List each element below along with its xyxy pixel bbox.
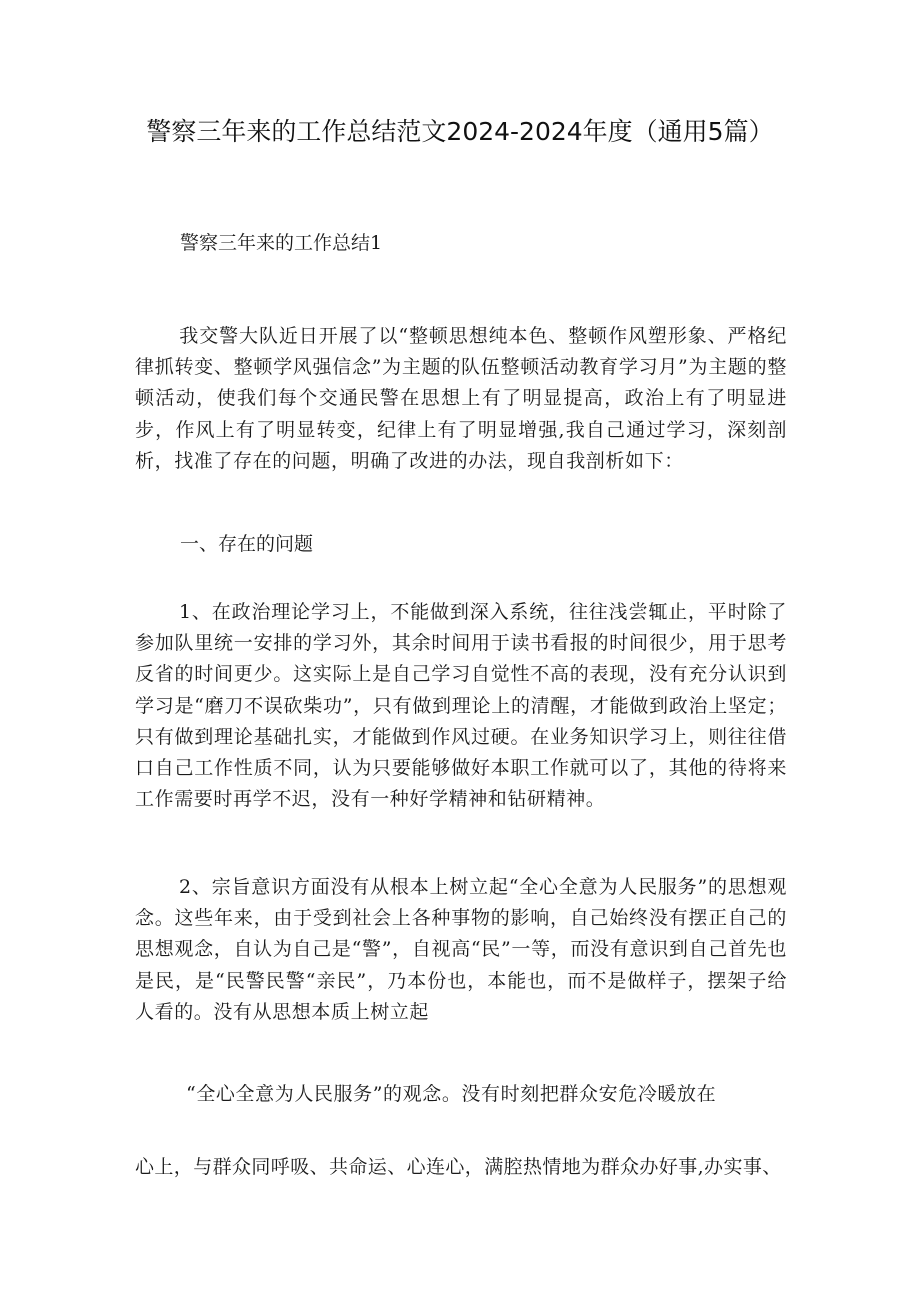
intro-paragraph bbox=[135, 321, 787, 477]
list-item-text: 2、宗旨意识方面没有从根本上树立起“全心全意为人民服务”的思想观念。这些年来，由于受到社会上各种事物的影响，自己始终没有摆正自己的思想观念，自认为自己是“警”，自视高“民”一等，而没有意识到自己首先也是民，是“民警民警“亲民”，乃本份也，本能也，而不是做样子，摆架子给人看的。没有从思想本质上树立起 bbox=[135, 876, 787, 1023]
section-heading: 一、存在的问题 bbox=[180, 533, 314, 555]
intro-paragraph-text: 我交警大队近日开展了以“整顿思想纯本色、整顿作风塑形象、严格纪律抓转变、整顿学风强信念”为主题的队伍整顿活动教育学习月”为主题的整顿活动，使我们每个交通民警在思想上有了明显提高，政治上有了明显进步，作风上有了明显转变，纪律上有了明显增强,我自己通过学习，深刻剖析，找准了存在的问题，明确了改进的办法，现自我剖析如下： bbox=[135, 325, 787, 472]
list-item bbox=[135, 872, 787, 1028]
continuation-line: “全心全意为人民服务”的观念。没有时刻把群众安危冷暖放在 bbox=[186, 1083, 717, 1105]
section-subtitle: 警察三年来的工作总结1 bbox=[180, 232, 383, 254]
continuation-line: 心上，与群众同呼吸、共命运、心连心，满腔热情地为群众办好事,办实事、 bbox=[135, 1156, 782, 1178]
list-item bbox=[135, 597, 787, 815]
list-item-text: 1、在政治理论学习上，不能做到深入系统，往往浅尝辄止，平时除了参加队里统一安排的学习外，其余时间用于读书看报的时间很少，用于思考反省的时间更少。这实际上是自己学习自觉性不高的表现，没有充分认识到学习是“磨刀不误砍柴功”，只有做到理论上的清醒，才能做到政治上坚定；只有做到理论基础扎实，才能做到作风过硬。在业务知识学习上，则往往借口自己工作性质不同，认为只要能够做好本职工作就可以了，其他的待将来工作需要时再学不迟，没有一种好学精神和钻研精神。 bbox=[135, 601, 787, 811]
document-title: 警察三年来的工作总结范文2024-2024年度（通用5篇） bbox=[146, 117, 774, 146]
